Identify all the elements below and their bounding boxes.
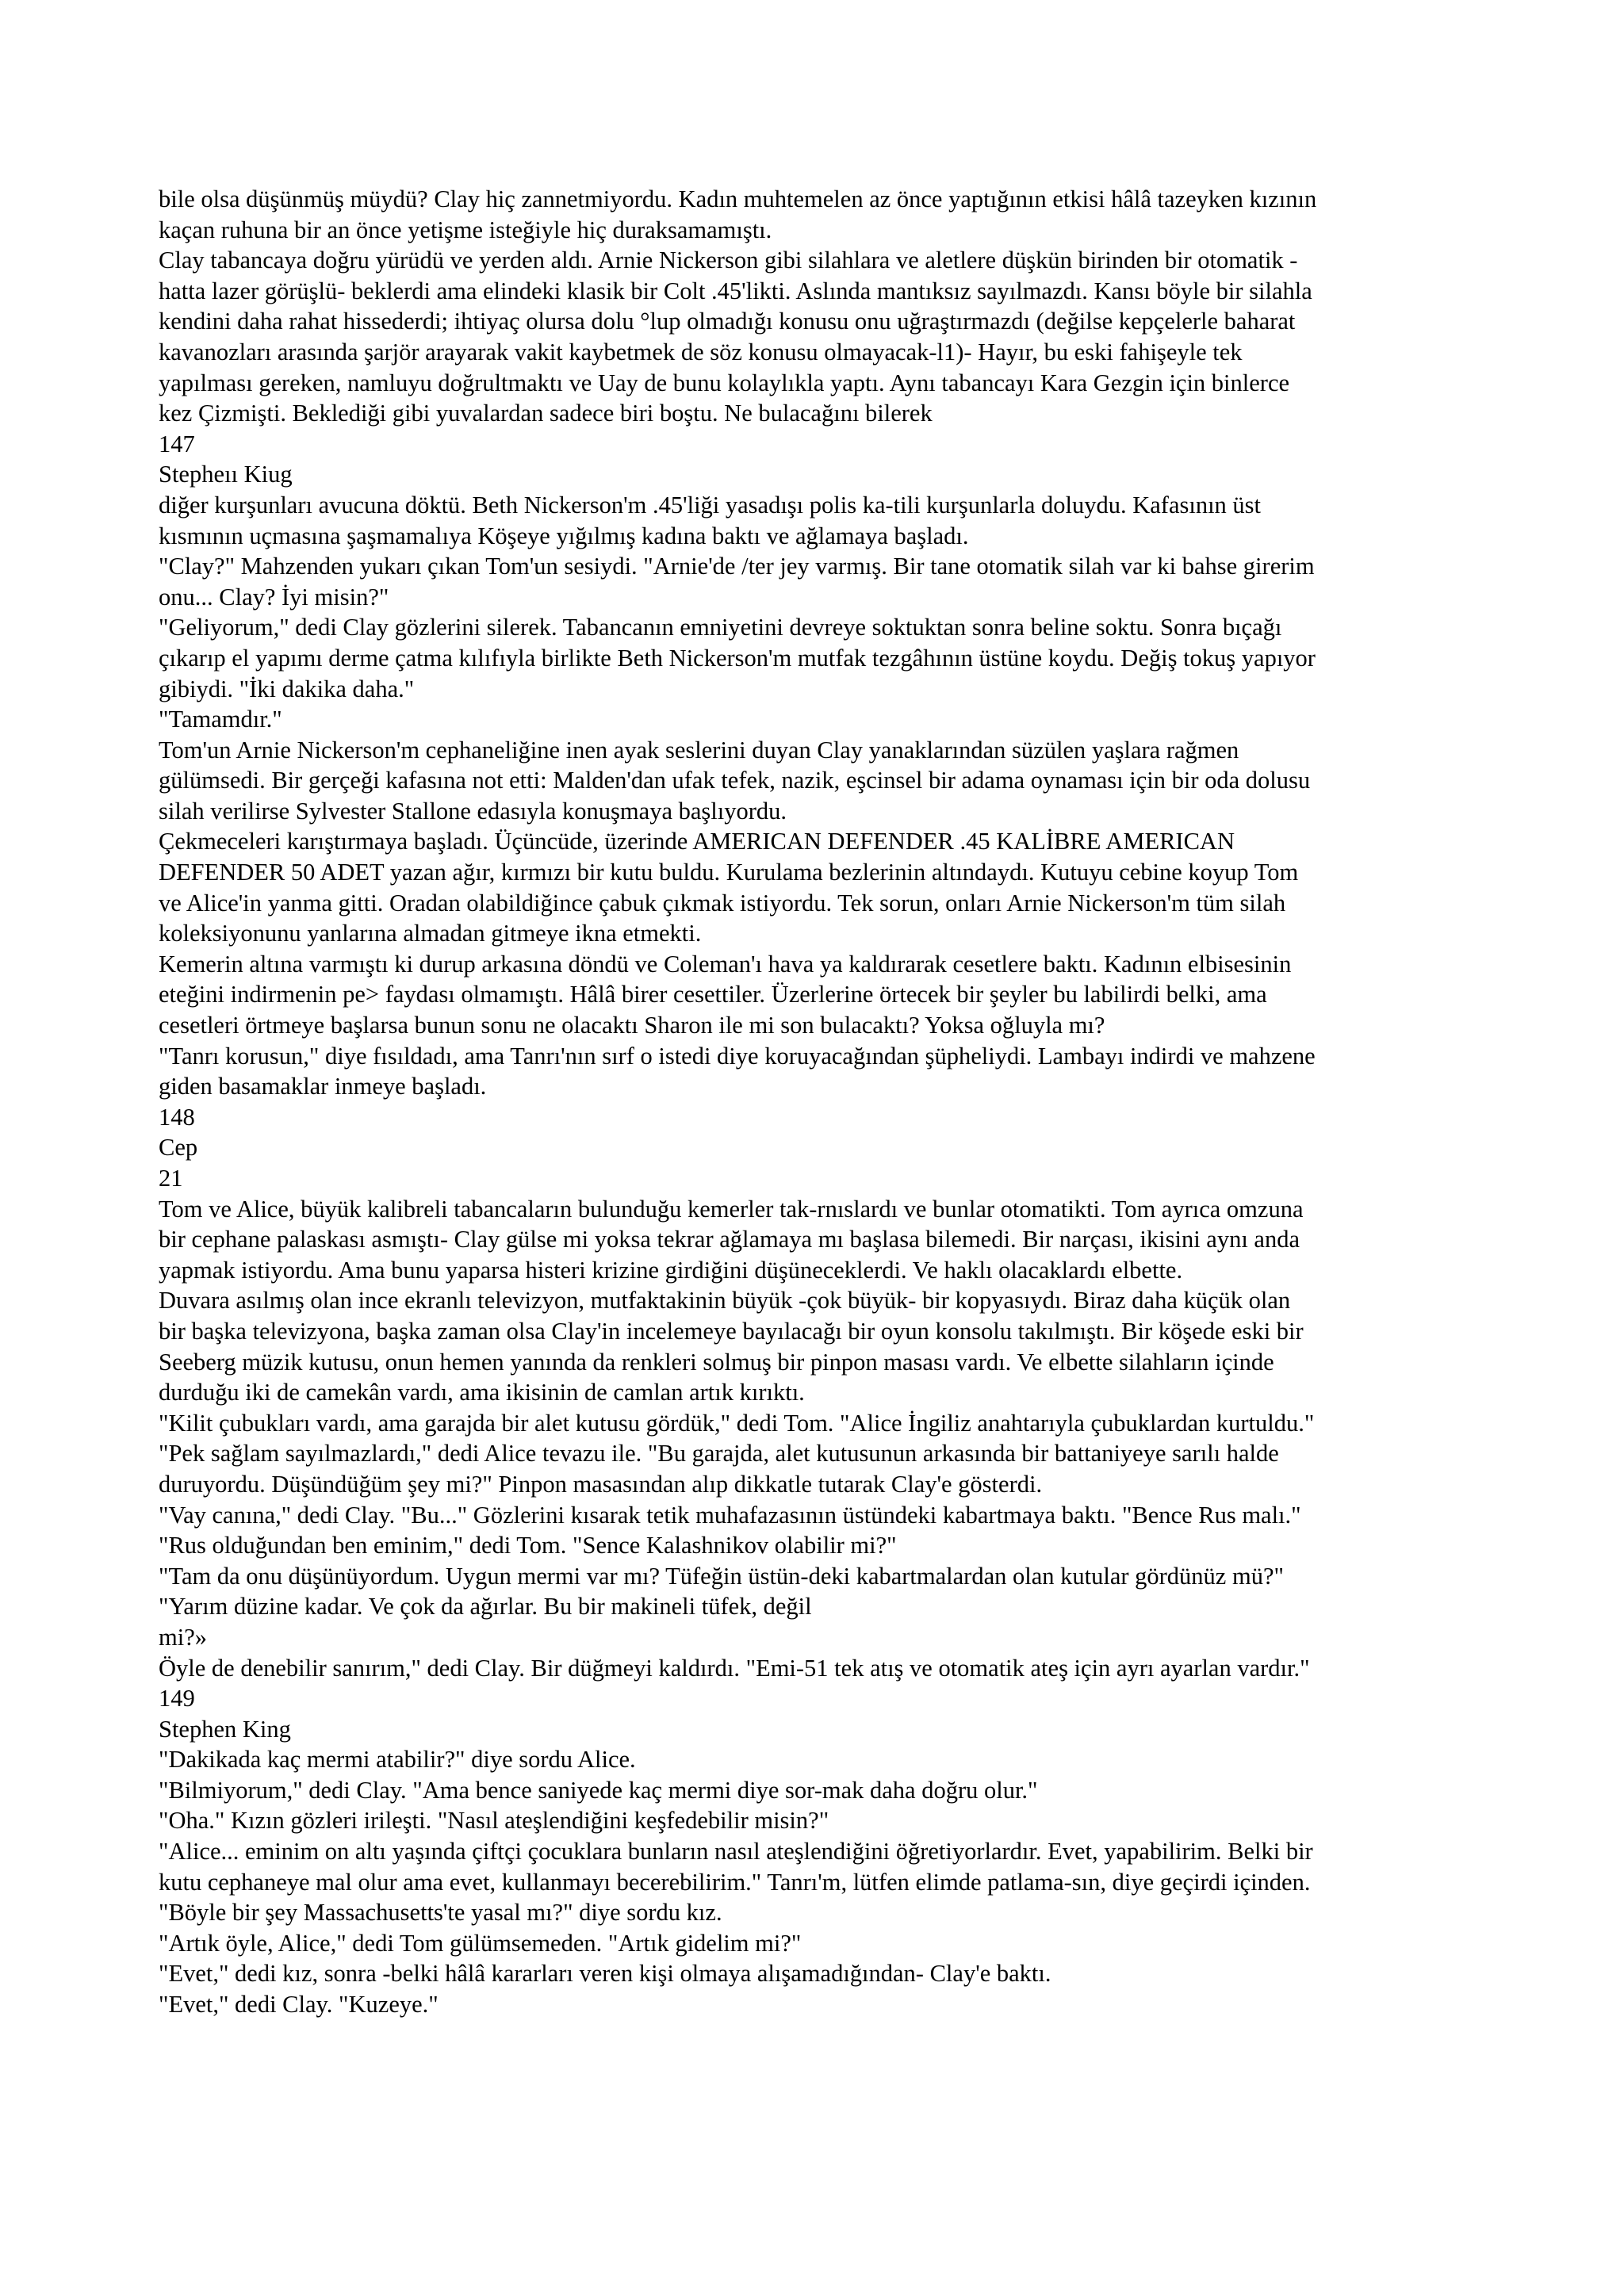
text-line: "Kilit çubukları vardı, ama garajda bir alet kutusu gördük," dedi Tom. "Alice İngiliz anahtarıyla çubuklardan kurtuldu." bbox=[159, 1409, 1315, 1437]
text-line: "Vay canına," dedi Clay. "Bu..." Gözlerini kısarak tetik muhafazasının üstündeki kabartmaya baktı. "Bence Rus malı." bbox=[159, 1501, 1301, 1529]
text-line: "Tamamdır." bbox=[159, 706, 282, 733]
text-line: gibiydi. "İki dakika daha." bbox=[159, 675, 415, 702]
text-line: duruyordu. Düşündüğüm şey mi?" Pinpon masasından alıp dikkatle tutarak Clay'e gösterdi. bbox=[159, 1470, 1043, 1498]
text-line: Tom'un Arnie Nickerson'm cephaneliğine inen ayak seslerini duyan Clay yanaklarından süzülen yaşlara rağmen bbox=[159, 736, 1239, 763]
text-line: hatta lazer görüşlü- beklerdi ama elindeki klasik bir Colt .45'likti. Aslında mantıksız sayılmazdı. Kansı böyle bir silahla bbox=[159, 277, 1312, 304]
text-line: yapmak istiyordu. Ama bunu yaparsa histeri krizine girdiğini düşüneceklerdi. Ve haklı olacaklardı elbette. bbox=[159, 1256, 1183, 1284]
text-line: "Tanrı korusun," diye fısıldadı, ama Tanrı'nın sırf o istedi diye koruyacağından şüpheliydi. Lambayı indirdi ve mahzene bbox=[159, 1042, 1316, 1070]
text-line: "Dakikada kaç mermi atabilir?" diye sordu Alice. bbox=[159, 1746, 636, 1774]
text-line: koleksiyonunu yanlarına almadan gitmeye ikna etmekti. bbox=[159, 920, 702, 947]
text-line: kısmının uçmasına şaşmamalıya Köşeye yığılmış kadına baktı ve ağlamaya başladı. bbox=[159, 522, 969, 549]
text-line: kavanozları arasında şarjör arayarak vakit kaybetmek de söz konusu olmayacak-l1)- Hayır, bu eski fahişeyle tek bbox=[159, 338, 1243, 365]
text-line: "Oha." Kızın gözleri irileşti. "Nasıl ateşlendiğini keşfedebilir misin?" bbox=[159, 1807, 829, 1835]
page-number: 148 bbox=[159, 1103, 195, 1131]
text-line: "Evet," dedi kız, sonra -belki hâlâ kararları veren kişi olmaya alışamadığından- Clay'e baktı. bbox=[159, 1960, 1051, 1988]
text-line: "Geliyorum," dedi Clay gözlerini silerek. Tabancanın emniyetini devreye soktuktan sonra beline soktu. Sonra bıçağı bbox=[159, 614, 1282, 641]
text-line: ve Alice'in yanma gitti. Oradan olabildiğince çabuk çıkmak istiyordu. Tek sorun, onları Arnie Nickerson'm tüm silah bbox=[159, 889, 1286, 916]
text-line: Öyle de denebilir sanırım," dedi Clay. Bir düğmeyi kaldırdı. "Emi-51 tek atış ve otomatik ateş için ayrı ayarlan vardır." bbox=[159, 1654, 1310, 1682]
text-line: giden basamaklar inmeye başladı. bbox=[159, 1073, 487, 1100]
text-line: bile olsa düşünmüş müydü? Clay hiç zannetmiyordu. Kadın muhtemelen az önce yaptığının etkisi hâlâ tazeyken kızının bbox=[159, 186, 1317, 212]
text-line: mi?» bbox=[159, 1623, 207, 1651]
text-line: Clay tabancaya doğru yürüdü ve yerden aldı. Arnie Nickerson gibi silahlara ve aletlere düşkün birinden bir otomatik - bbox=[159, 247, 1298, 274]
text-line: yapılması gereken, namluyu doğrultmaktı ve Uay de bunu kolaylıkla yaptı. Aynı tabancayı Kara Gezgin için binlerce bbox=[159, 369, 1290, 396]
page-number: 149 bbox=[159, 1685, 195, 1712]
text-line: "Böyle bir şey Massachusetts'te yasal mı?" diye sordu kız. bbox=[159, 1899, 722, 1927]
text-line: kez Çizmişti. Beklediği gibi yuvalardan sadece biri boştu. Ne bulacağını bilerek bbox=[159, 400, 933, 427]
text-line: "Tam da onu düşünüyordum. Uygun mermi var mı? Tüfeğin üstün-deki kabartmalardan olan kutular gördünüz mü?" bbox=[159, 1562, 1284, 1590]
page-body bbox=[159, 184, 1491, 2020]
text-line: "Pek sağlam sayılmazlardı," dedi Alice tevazu ile. "Bu garajda, alet kutusunun arkasında bir battaniyeye sarılı halde bbox=[159, 1440, 1279, 1468]
chapter-number: 21 bbox=[159, 1165, 183, 1192]
text-line: "Artık öyle, Alice," dedi Tom gülümsemeden. "Artık gidelim mi?" bbox=[159, 1929, 802, 1957]
text-line: onu... Clay? İyi misin?" bbox=[159, 583, 389, 610]
text-line: Duvara asılmış olan ince ekranlı televizyon, mutfaktakinin büyük -çok büyük- bir kopyasıydı. Biraz daha küçük olan bbox=[159, 1287, 1291, 1314]
text-line: "Clay?" Mahzenden yukarı çıkan Tom'un sesiydi. "Arnie'de /ter jey varmış. Bir tane otomatik silah var ki bahse girerim bbox=[159, 553, 1315, 580]
text-line: kutu cephaneye mal olur ama evet, kullanmayı becerebilirim." Tanrı'm, lütfen elimde patlama-sın, diye geçirdi içinden. bbox=[159, 1868, 1311, 1896]
text-line: DEFENDER 50 ADET yazan ağır, kırmızı bir kutu buldu. Kurulama bezlerinin altındaydı. Kutuyu cebine koyup Tom bbox=[159, 859, 1299, 886]
text-line: diğer kurşunları avucuna döktü. Beth Nickerson'm .45'liği yasadışı polis ka-tili kurşunlarla doluydu. Kafasının üst bbox=[159, 491, 1262, 519]
text-line: Seeberg müzik kutusu, onun hemen yanında da renkleri solmuş bir pinpon masası vardı. Ve elbette silahların içinde bbox=[159, 1348, 1274, 1376]
text-line: "Evet," dedi Clay. "Kuzeye." bbox=[159, 1991, 439, 2019]
text-line: kendini daha rahat hissederdi; ihtiyaç olursa dolu °lup olmadığı konusu onu uğraştırmazdı (değilse kepçelerle baharat bbox=[159, 308, 1296, 335]
text-line: eteğini indirmenin pe> faydası olmamıştı. Hâlâ birer cesettiler. Üzerlerine örtecek bir şeyler bu labilirdi belki, ama bbox=[159, 981, 1267, 1008]
text-line: silah verilirse Sylvester Stallone edasıyla konuşmaya başlıyordu. bbox=[159, 797, 787, 825]
text-line: Çekmeceleri karıştırmaya başladı. Üçüncüde, üzerinde AMERICAN DEFENDER .45 KALİBRE AMERICAN bbox=[159, 828, 1235, 855]
text-line: "Rus olduğundan ben eminim," dedi Tom. "Sence Kalashnikov olabilir mi?" bbox=[159, 1532, 897, 1559]
running-header: Stephen King bbox=[159, 1715, 291, 1743]
text-line: gülümsedi. Bir gerçeği kafasına not etti: Malden'dan ufak tefek, nazik, eşcinsel bir adama oynaması için bir oda dolusu bbox=[159, 767, 1311, 794]
text-line: bir cephane palaskası asmıştı- Clay gülse mi yoksa tekrar ağlamaya mı başlasa bilemedi. Bir narçası, ikisini aynı anda bbox=[159, 1226, 1300, 1253]
text-line: Kemerin altına varmıştı ki durup arkasına döndü ve Coleman'ı hava ya kaldırarak cesetlere baktı. Kadının elbisesinin bbox=[159, 950, 1292, 978]
running-header: Stepheıı Kiug bbox=[159, 461, 293, 488]
running-header: Cep bbox=[159, 1134, 198, 1161]
text-line: Tom ve Alice, büyük kalibreli tabancaların bulunduğu kemerler tak-rnıslardı ve bunlar otomatikti. Tom ayrıca omzuna bbox=[159, 1195, 1304, 1223]
text-line: bir başka televizyona, başka zaman olsa Clay'in incelemeye bayılacağı bir oyun konsolu takılmıştı. Bir köşede eski bir bbox=[159, 1317, 1304, 1345]
text-line: çıkarıp el yapımı derme çatma kılıfıyla birlikte Beth Nickerson'm mutfak tezgâhının üstüne koydu. Değiş tokuş yapıyor bbox=[159, 644, 1316, 672]
page-number: 147 bbox=[159, 430, 195, 457]
text-line: "Bilmiyorum," dedi Clay. "Ama bence saniyede kaç mermi diye sor-mak daha doğru olur." bbox=[159, 1776, 1038, 1804]
text-line: kaçan ruhuna bir an önce yetişme isteğiyle hiç duraksamamıştı. bbox=[159, 216, 772, 243]
text-line: "Yarım düzine kadar. Ve çok da ağırlar. Bu bir makineli tüfek, değil bbox=[159, 1593, 812, 1621]
text-line: cesetleri örtmeye başlarsa bunun sonu ne olacaktı Sharon ile mi son bulacaktı? Yoksa oğluyla mı? bbox=[159, 1012, 1105, 1039]
text-line: "Alice... eminim on altı yaşında çiftçi çocuklara bunların nasıl ateşlendiğini öğretiyorlardır. Evet, yapabilirim. Belki bir bbox=[159, 1838, 1313, 1866]
text-line: durduğu iki de camekân vardı, ama ikisinin de camlan artık kırıktı. bbox=[159, 1379, 805, 1406]
